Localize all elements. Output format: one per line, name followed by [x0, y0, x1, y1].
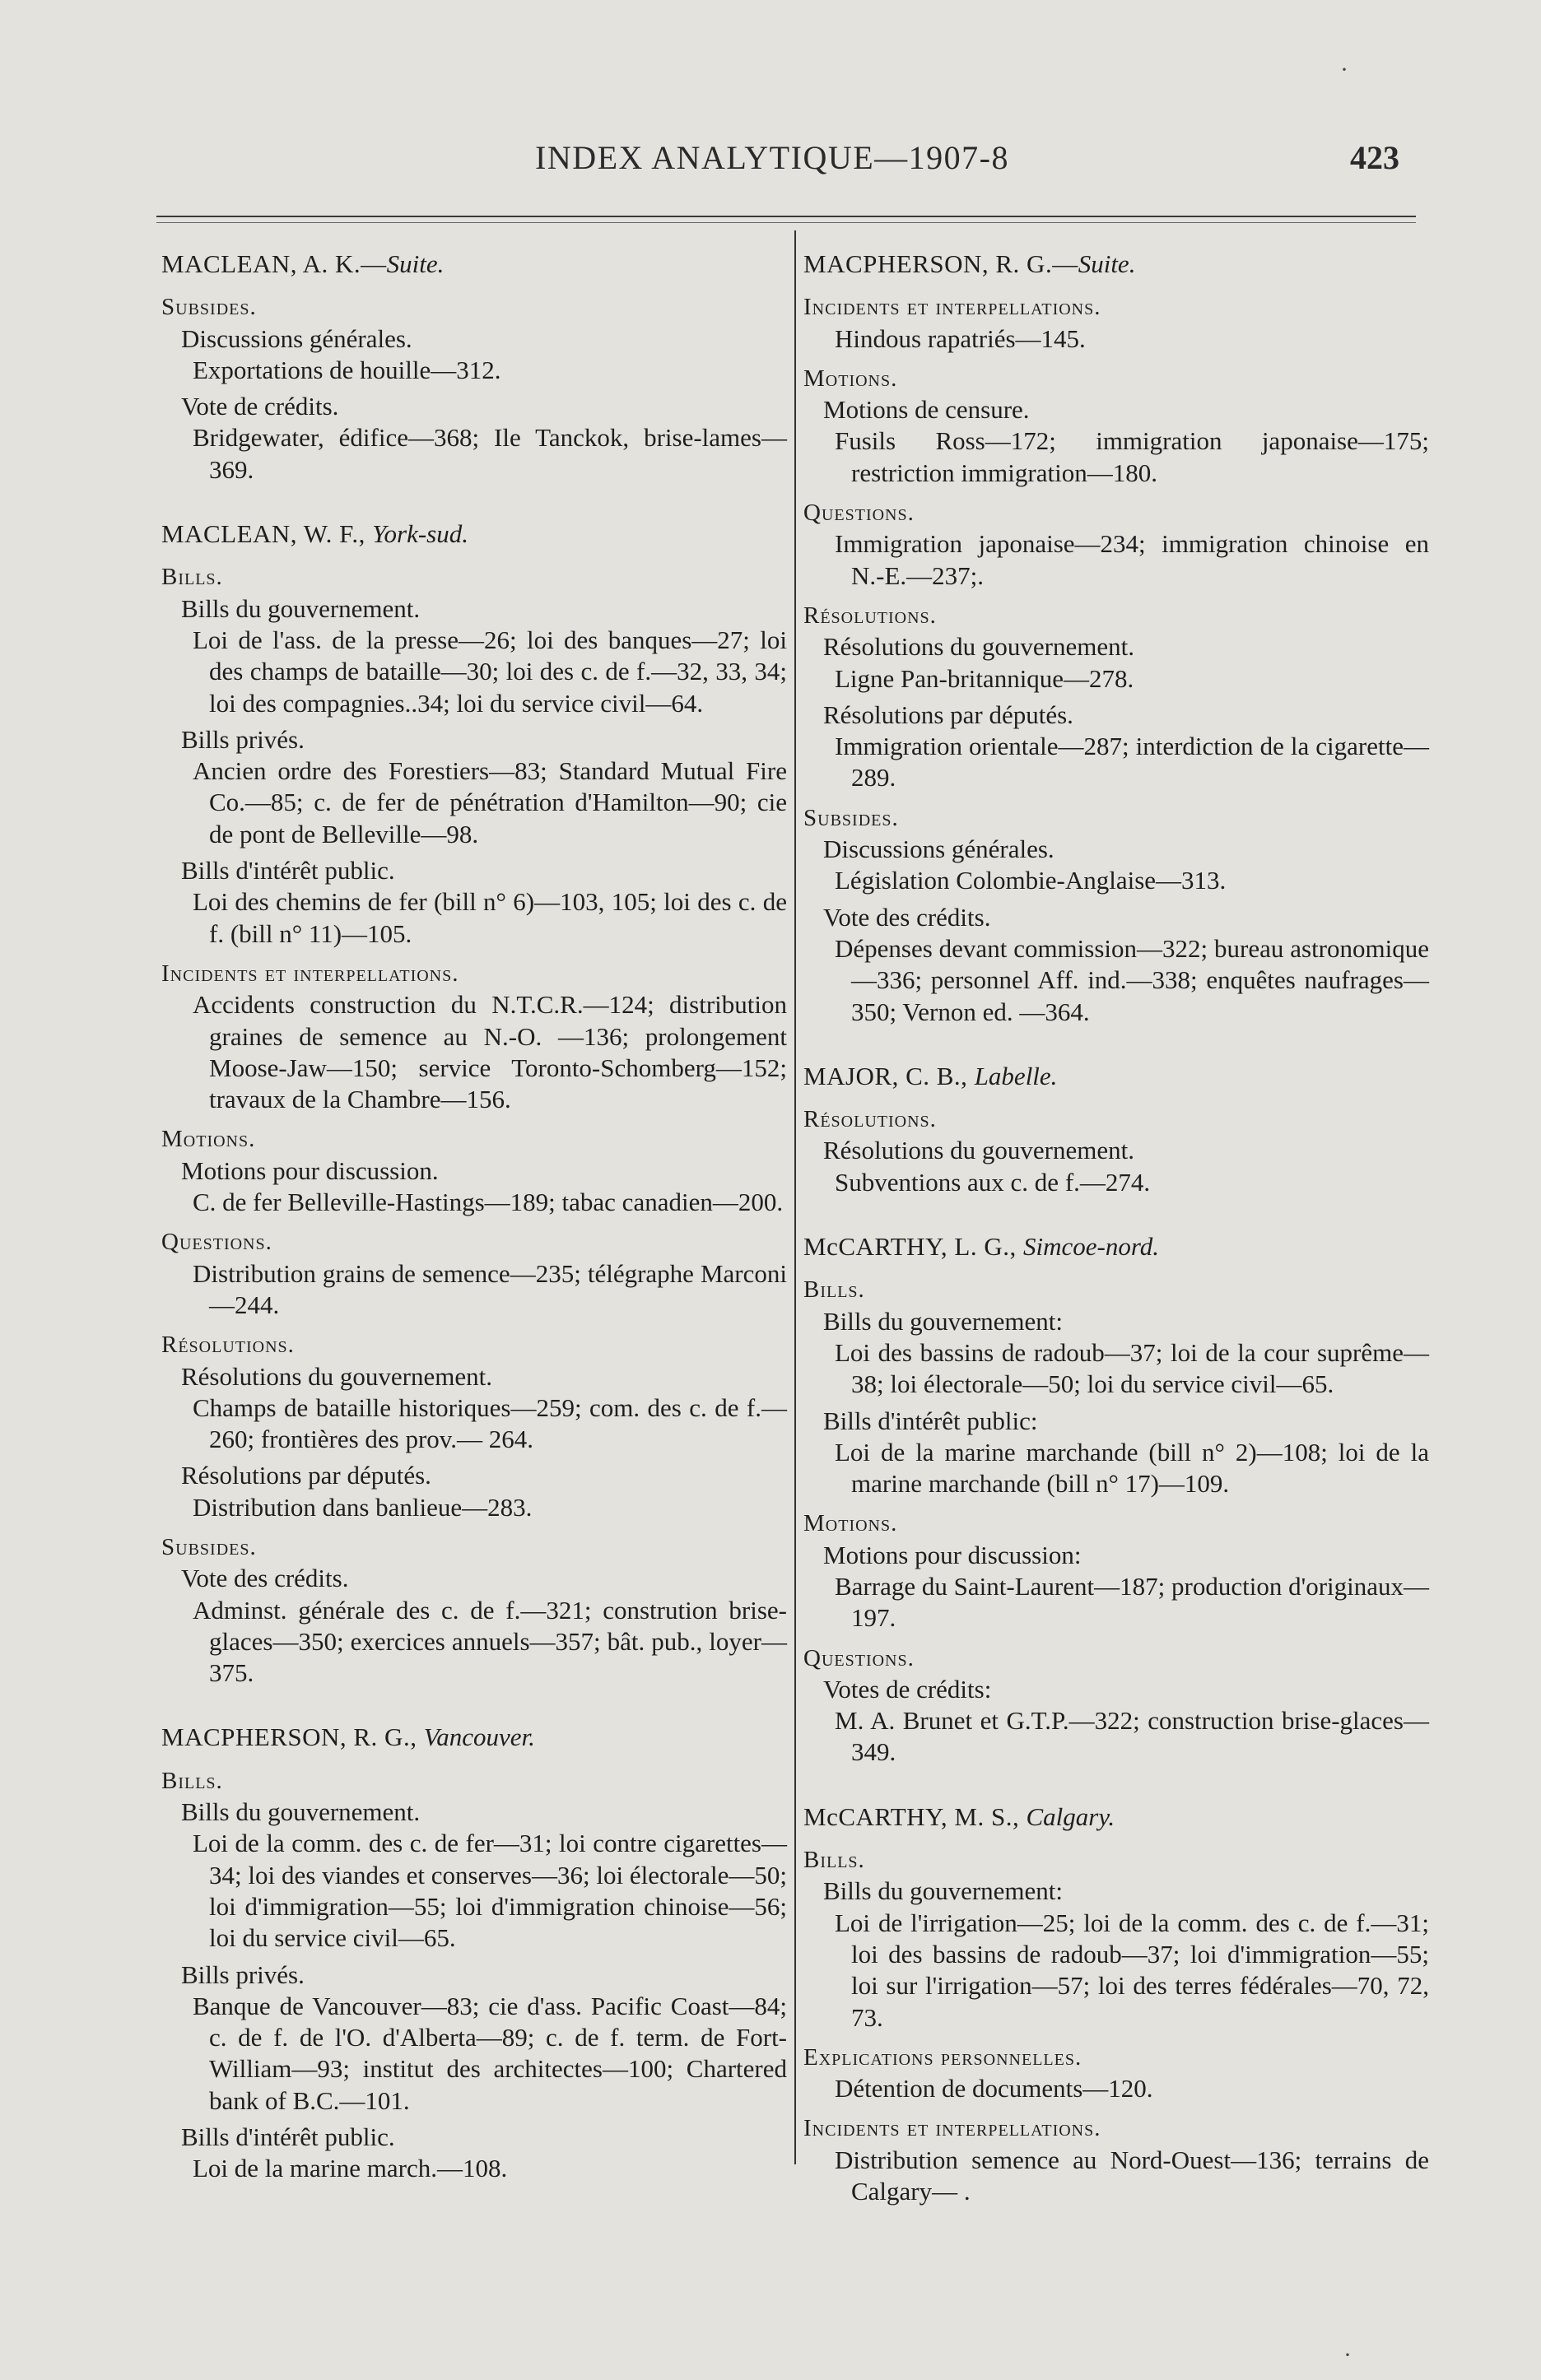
- subsection: [161, 323, 787, 387]
- section-label: Bills.: [161, 564, 223, 591]
- subsection: [803, 1540, 1429, 1634]
- subsection-title: Bills d'intérêt public:: [823, 1406, 1038, 1435]
- subsection-title: Résolutions du gouvernement.: [823, 632, 1134, 662]
- subsection-text: Loi de l'ass. de la presse—26; loi des banques—27; loi des champs de bataille—30; loi des c. de f.—32, 33, 34; loi des compagnies..34; loi du service civil—64.: [193, 625, 787, 718]
- subsection-text: Hindous rapatriés—145.: [835, 323, 1086, 353]
- index-section: [803, 1104, 1429, 1198]
- section-label: Questions.: [161, 1229, 272, 1256]
- subsection-title: Motions pour discussion:: [823, 1540, 1082, 1569]
- entry-heading: [161, 1722, 787, 1753]
- header-rule-thin: [156, 222, 1416, 223]
- subsection: [161, 1959, 787, 2117]
- subsection-text: Loi de la marine marchande (bill n° 2)—108; loi de la marine marchande (bill n° 17)—109.: [835, 1437, 1429, 1499]
- section-label: Motions.: [803, 1510, 898, 1537]
- subsection: [803, 1306, 1429, 1401]
- subsection-title: Résolutions par députés.: [181, 1461, 431, 1490]
- subsection-title: Bills d'intérêt public.: [181, 856, 395, 886]
- subsection: [803, 700, 1429, 794]
- subsection-title: Motions pour discussion.: [181, 1155, 439, 1185]
- subsection-title: Bills du gouvernement:: [823, 1876, 1064, 1906]
- subsection-text: Ligne Pan-britannique—278.: [835, 663, 1134, 693]
- subsection-title: Bills privés.: [181, 1959, 305, 1989]
- index-section: [161, 1765, 787, 2185]
- subsection-text: Barrage du Saint-Laurent—187; production d'originaux—197.: [835, 1571, 1429, 1633]
- column-divider: [794, 230, 796, 2164]
- page-number: 423: [1350, 139, 1399, 176]
- index-section: [803, 497, 1429, 592]
- subsection-title: Votes de crédits:: [823, 1674, 992, 1704]
- subsection-text: Champs de bataille historiques—259; com. des c. de f.—260; frontières des prov.— 264.: [193, 1392, 787, 1454]
- index-section: [803, 1643, 1429, 1769]
- index-section: [161, 1532, 787, 1689]
- subsection-title: Résolutions du gouvernement.: [823, 1136, 1134, 1165]
- entry-heading: [803, 249, 1429, 280]
- index-section: [161, 1329, 787, 1523]
- member-name: McCARTHY, M. S.,: [803, 1801, 1027, 1831]
- section-label: Incidents et interpellations.: [803, 294, 1101, 321]
- section-label: Subsides.: [161, 1533, 257, 1560]
- index-section: [803, 2042, 1429, 2105]
- subsection-text: Loi des bassins de radoub—37; loi de la cour suprême—38; loi électorale—50; loi du service civil—65.: [835, 1337, 1429, 1399]
- member-name: MACPHERSON, R. G.,: [161, 1722, 424, 1752]
- member-riding: Calgary.: [1026, 1801, 1115, 1831]
- subsection-title: Résolutions du gouvernement.: [181, 1361, 492, 1391]
- subsection-text: Subventions aux c. de f.—274.: [835, 1167, 1151, 1197]
- section-label: Questions.: [803, 500, 915, 527]
- subsection-title: Bills du gouvernement.: [181, 1797, 421, 1827]
- subsection: [803, 1135, 1429, 1198]
- subsection-text: Bridgewater, édifice—368; Ile Tanckok, brise-lames—369.: [193, 423, 787, 484]
- subsection: [803, 834, 1429, 897]
- subsection-title: Vote des crédits.: [181, 1564, 349, 1593]
- section-label: Motions.: [161, 1126, 256, 1153]
- section-label: Résolutions.: [803, 602, 937, 629]
- section-label: Résolutions.: [161, 1332, 295, 1359]
- subsection: [161, 593, 787, 719]
- index-section: [161, 561, 787, 950]
- section-label: Résolutions.: [803, 1106, 937, 1133]
- subsection: [161, 1258, 787, 1322]
- subsection: [803, 631, 1429, 695]
- index-section: [803, 802, 1429, 1028]
- index-section: [803, 1274, 1429, 1499]
- member-name: McCARTHY, L. G.,: [803, 1232, 1023, 1262]
- index-section: [803, 1844, 1429, 2034]
- subsection-text: Exportations de houille—312.: [193, 355, 501, 384]
- member-riding: Suite.: [386, 249, 445, 278]
- subsection-text: Fusils Ross—172; immigration japonaise—175; restriction immigration—180.: [835, 426, 1429, 487]
- index-section: [803, 291, 1429, 355]
- subsection: [161, 1460, 787, 1523]
- index-section: [161, 958, 787, 1115]
- index-section: [161, 1123, 787, 1218]
- index-entry: [803, 1801, 1429, 2208]
- subsection-text: Loi de la marine march.—108.: [193, 2154, 508, 2183]
- subsection-title: Bills d'intérêt public.: [181, 2122, 395, 2152]
- subsection: [161, 1155, 787, 1219]
- section-label: Bills.: [161, 1767, 223, 1794]
- index-entry: [161, 518, 787, 1689]
- subsection-text: M. A. Brunet et G.T.P.—322; construction brise-glaces—349.: [835, 1706, 1429, 1767]
- index-section: [161, 1226, 787, 1321]
- section-label: Motions.: [803, 365, 898, 392]
- header-rule: [156, 216, 1416, 217]
- subsection-text: Banque de Vancouver—83; cie d'ass. Pacific Coast—84; c. de f. de l'O. d'Alberta—89; c. de f. term. de Fort-William—93; institut des architectes—100; Chartered bank of B.C.—101.: [193, 1991, 787, 2115]
- subsection-title: Vote de crédits.: [181, 392, 339, 421]
- member-name: MAJOR, C. B.,: [803, 1061, 975, 1090]
- section-label: Questions.: [803, 1644, 915, 1671]
- subsection-title: Bills du gouvernement.: [181, 593, 421, 623]
- entry-heading: [161, 518, 787, 550]
- subsection-title: Discussions générales.: [181, 323, 412, 353]
- index-section: [803, 363, 1429, 489]
- member-name: MACLEAN, A. K.—: [161, 249, 387, 278]
- right-column: [803, 249, 1429, 2240]
- index-section: [803, 600, 1429, 794]
- subsection: [803, 2073, 1429, 2104]
- subsection-text: Immigration orientale—287; interdiction de la cigarette—289.: [835, 732, 1429, 793]
- subsection: [161, 391, 787, 486]
- subsection: [161, 1563, 787, 1689]
- subsection: [803, 528, 1429, 592]
- member-name: MACPHERSON, R. G.—: [803, 249, 1078, 278]
- subsection-text: Détention de documents—120.: [835, 2074, 1153, 2103]
- index-entry: [803, 1061, 1429, 1198]
- subsection-text: Adminst. générale des c. de f.—321; constrution brise-glaces—350; exercices annuels—357; bât. pub., loyer—375.: [193, 1595, 787, 1688]
- running-head: INDEX ANALYTIQUE—1907-8: [535, 139, 1009, 176]
- subsection: [161, 1361, 787, 1456]
- subsection: [803, 902, 1429, 1028]
- entry-heading: [803, 1801, 1429, 1833]
- subsection-text: Dépenses devant commission—322; bureau astronomique—336; personnel Aff. ind.—338; enquêtes naufrages—350; Vernon ed. —364.: [835, 933, 1429, 1026]
- speck-mark: ·: [1343, 2341, 1352, 2368]
- subsection: [803, 2145, 1429, 2208]
- index-section: [803, 2113, 1429, 2207]
- subsection: [161, 855, 787, 950]
- subsection-text: Distribution dans banlieue—283.: [193, 1492, 533, 1522]
- subsection-title: Résolutions par députés.: [823, 700, 1073, 729]
- subsection: [803, 1674, 1429, 1769]
- subsection-text: Loi de l'irrigation—25; loi de la comm. des c. de f.—31; loi des bassins de radoub—37; loi d'immigration—55; loi sur l'irrigation—57; loi des terres fédérales—70, 72, 73.: [835, 1908, 1429, 2032]
- index-entry: [803, 1231, 1429, 1769]
- subsection-text: C. de fer Belleville-Hastings—189; tabac canadien—200.: [193, 1188, 784, 1217]
- section-label: Subsides.: [161, 294, 257, 321]
- speck-mark: ·: [1340, 56, 1348, 83]
- index-entry: [161, 249, 787, 486]
- subsection-text: Accidents construction du N.T.C.R.—124; distribution graines de semence au N.-O. —136; prolongement Moose-Jaw—150; service Toronto-Schomberg—152; travaux de la Chambre—156.: [193, 990, 787, 1114]
- section-label: Bills.: [803, 1276, 865, 1304]
- subsection-title: Vote des crédits.: [823, 902, 991, 932]
- member-riding: Suite.: [1078, 249, 1136, 278]
- subsection-text: Législation Colombie-Anglaise—313.: [835, 866, 1227, 895]
- entry-heading: [803, 1231, 1429, 1262]
- subsection: [161, 2122, 787, 2185]
- subsection-text: Ancien ordre des Forestiers—83; Standard Mutual Fire Co.—85; c. de fer de pénétration d'Hamilton—90; cie de pont de Belleville—98.: [193, 756, 787, 848]
- section-label: Subsides.: [803, 804, 899, 831]
- subsection-text: Distribution grains de semence—235; télégraphe Marconi—244.: [193, 1258, 787, 1319]
- index-entry: [161, 1722, 787, 2184]
- member-riding: York-sud.: [372, 519, 468, 549]
- member-riding: Vancouver.: [423, 1722, 535, 1752]
- subsection-text: Loi des chemins de fer (bill n° 6)—103, 105; loi des c. de f. (bill n° 11)—105.: [193, 887, 787, 948]
- subsection: [803, 323, 1429, 355]
- subsection-text: Loi de la comm. des c. de fer—31; loi contre cigarettes—34; loi des viandes et conserves—36; loi électorale—50; loi d'immigration—55; loi d'immigration chinoise—56; loi du service civil—65.: [193, 1829, 787, 1953]
- index-section: [161, 291, 787, 486]
- index-section: [803, 1508, 1429, 1634]
- entry-heading: [803, 1061, 1429, 1092]
- section-label: Incidents et interpellations.: [803, 2115, 1101, 2142]
- subsection: [161, 1797, 787, 1954]
- entry-heading: [161, 249, 787, 280]
- subsection-title: Bills du gouvernement:: [823, 1306, 1064, 1336]
- subsection-title: Motions de censure.: [823, 395, 1030, 425]
- subsection: [161, 989, 787, 1115]
- subsection-title: Bills privés.: [181, 724, 305, 754]
- index-entry: [803, 249, 1429, 1028]
- section-label: Explications personnelles.: [803, 2043, 1082, 2071]
- section-label: Bills.: [803, 1847, 865, 1874]
- subsection: [161, 724, 787, 850]
- member-riding: Labelle.: [974, 1061, 1058, 1090]
- subsection-text: Immigration japonaise—234; immigration chinoise en N.-E.—237;.: [835, 529, 1429, 590]
- subsection: [803, 394, 1429, 489]
- subsection: [803, 1876, 1429, 2033]
- section-label: Incidents et interpellations.: [161, 960, 459, 987]
- left-column: [161, 249, 787, 2218]
- member-name: MACLEAN, W. F.,: [161, 519, 373, 549]
- subsection: [803, 1406, 1429, 1500]
- subsection-title: Discussions générales.: [823, 834, 1054, 864]
- member-riding: Simcoe-nord.: [1023, 1232, 1160, 1262]
- subsection-text: Distribution semence au Nord-Ouest—136; terrains de Calgary— .: [835, 2145, 1429, 2206]
